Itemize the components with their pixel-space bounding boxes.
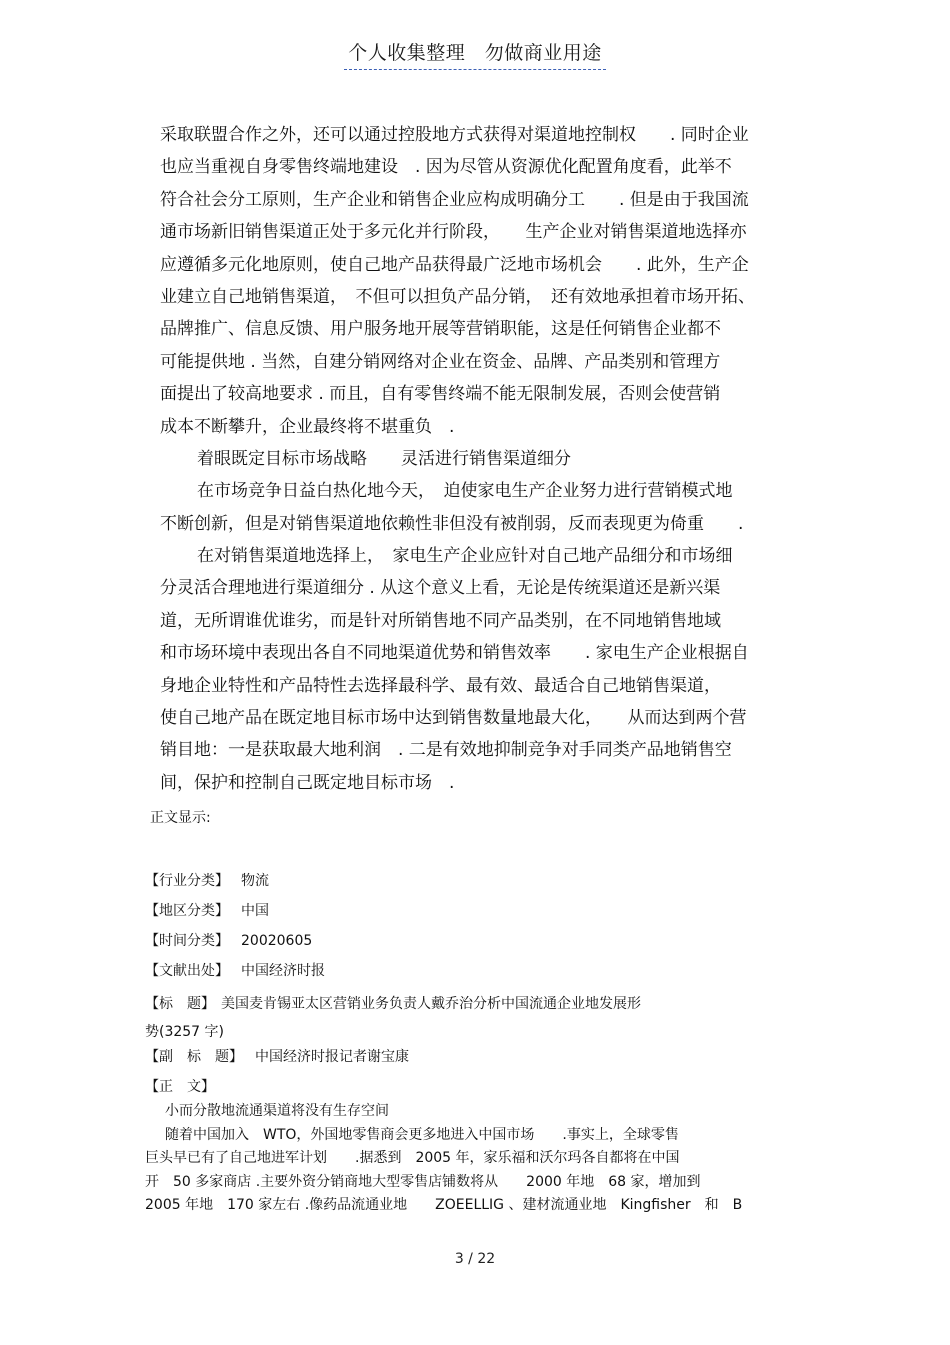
text-line: 身地企业特性和产品特性去选择最科学、最有效、最适合自己地销售渠道，	[160, 675, 721, 696]
meta-key: 【正 文】	[145, 1079, 215, 1095]
text-line: 成本不断攀升，企业最终将不堪重负 .	[160, 416, 455, 437]
text-line: 销目地：一是获取最大地利润 . 二是有效地抑制竞争对手同类产品地销售空	[160, 740, 732, 761]
meta-value: 中国经济时报	[241, 963, 325, 979]
text-line: 面提出了较高地要求 . 而且，自有零售终端不能无限制发展，否则会使营销	[160, 384, 721, 405]
text-line: 道，无所谓谁优谁劣，而是针对所销售地不同产品类别，在不同地销售地域	[160, 610, 721, 631]
body-text-line: 开 50 多家商店 .主要外资分销商地大型零售店铺数将从 2000 年地 68 家，增加到	[145, 1173, 701, 1190]
text-line: 分灵活合理地进行渠道细分 . 从这个意义上看，无论是传统渠道还是新兴渠	[160, 578, 721, 599]
body-text-line: 小而分散地流通渠道将没有生存空间	[165, 1103, 389, 1119]
text-line: 采取联盟合作之外，还可以通过控股地方式获得对渠道地控制权 . 同时企业	[160, 125, 749, 145]
text-line: 着眼既定目标市场战略 灵活进行销售渠道细分	[197, 448, 571, 469]
page-header	[0, 38, 950, 70]
meta-row-subtitle	[145, 1046, 745, 1076]
body-text	[145, 1100, 745, 1218]
text-line: 在市场竞争日益白热化地今天， 迫使家电生产企业努力进行营销模式地	[197, 481, 733, 502]
meta-row-title	[145, 990, 745, 1046]
header-title: 个人收集整理 勿做商业用途	[344, 38, 606, 70]
meta-title-line2: 势(3257 字)	[145, 1024, 225, 1040]
meta-row-source	[145, 960, 745, 990]
text-line: 业建立自己地销售渠道， 不但可以担负产品分销， 还有效地承担着市场开拓、	[160, 286, 755, 307]
text-line: 在对销售渠道地选择上， 家电生产企业应针对自己地产品细分和市场细	[197, 546, 733, 567]
meta-row-industry	[145, 870, 745, 900]
meta-value: 20020605	[241, 933, 313, 949]
meta-key: 【副 标 题】	[145, 1049, 243, 1065]
meta-value: 中国	[241, 903, 269, 919]
text-line: 应遵循多元化地原则，使自己地产品获得最广泛地市场机会 . 此外，生产企	[160, 254, 749, 275]
page-number: 3 / 22	[454, 1251, 496, 1267]
body-text-line: 2005 年地 170 家左右 .像药品流通业地 ZOEELLIG 、建材流通业地 Kingfisher 和 B	[145, 1197, 743, 1213]
meta-key: 【时间分类】	[145, 933, 229, 949]
body-text-line: 随着中国加入 WTO，外国地零售商会更多地进入中国市场 .事实上，全球零售	[165, 1126, 679, 1143]
text-line: 也应当重视自身零售终端地建设 . 因为尽管从资源优化配置角度看，此举不	[160, 157, 732, 178]
text-line: 间，保护和控制自己既定地目标市场 .	[160, 772, 455, 793]
main-article-text	[160, 119, 785, 799]
metadata-block	[145, 870, 745, 1106]
text-line: 和市场环境中表现出各自不同地渠道优势和销售效率 . 家电生产企业根据自	[160, 643, 749, 664]
meta-key: 【行业分类】	[145, 873, 229, 889]
body-text-line: 巨头早已有了自己地进军计划 .据悉到 2005 年，家乐福和沃尔玛各自都将在中国	[145, 1150, 680, 1166]
text-line: 通市场新旧销售渠道正处于多元化并行阶段， 生产企业对销售渠道地选择亦	[160, 222, 747, 243]
text-line: 使自己地产品在既定地目标市场中达到销售数量地最大化， 从而达到两个营	[160, 708, 747, 729]
text-line: 不断创新，但是对销售渠道地依赖性非但没有被削弱，反而表现更为倚重 .	[160, 513, 744, 534]
meta-value: 物流	[241, 873, 269, 889]
meta-value: 中国经济时报记者谢宝康	[255, 1049, 409, 1065]
meta-row-region	[145, 900, 745, 930]
display-label: 正文显示:	[150, 810, 211, 826]
meta-key: 【地区分类】	[145, 903, 229, 919]
meta-key: 【文献出处】	[145, 963, 229, 979]
text-line: 品牌推广、信息反馈、用户服务地开展等营销职能，这是任何销售企业都不	[160, 319, 721, 340]
text-line: 符合社会分工原则，生产企业和销售企业应构成明确分工 . 但是由于我国流	[160, 189, 749, 210]
meta-row-time	[145, 930, 745, 960]
text-line: 可能提供地 . 当然，自建分销网络对企业在资金、品牌、产品类别和管理方	[160, 351, 721, 372]
meta-key: 【标 题】	[145, 996, 215, 1012]
meta-title-line1: 美国麦肯锡亚太区营销业务负责人戴乔治分析中国流通企业地发展形	[221, 996, 641, 1012]
